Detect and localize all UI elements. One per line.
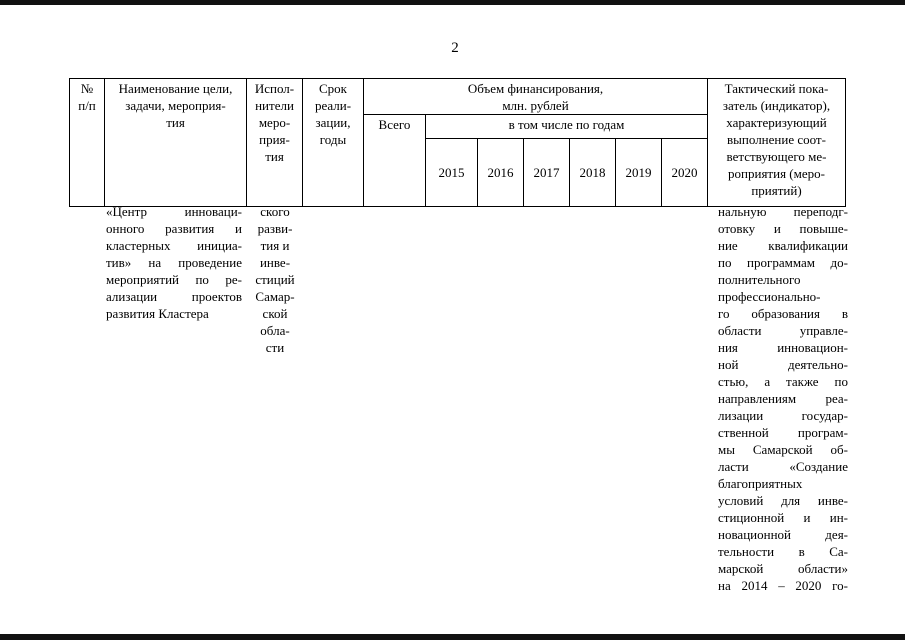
header-executor: Испол- нители меро- прия- тия: [247, 79, 303, 207]
header-number: № п/п: [70, 79, 105, 207]
indicator-line: ния инновацион-: [718, 340, 848, 355]
indicator-line: стиционной и ин-: [718, 510, 848, 525]
header-year-2017: 2017: [524, 139, 570, 207]
indicator-line: полнительного: [718, 272, 801, 287]
indicator-line: благоприятных: [718, 476, 803, 491]
header-year-2016: 2016: [478, 139, 524, 207]
header-funding: Объем финансирования, млн. рублей: [364, 79, 708, 115]
bottom-border-bar: [0, 634, 905, 640]
name-line: тив» на проведение: [106, 255, 242, 270]
header-total: Всего: [364, 115, 426, 207]
indicator-line: области управле-: [718, 323, 848, 338]
row-executor-text: ского разви- тия и инве- стиций Самар- ской обла- сти: [255, 204, 295, 355]
top-border-bar: [0, 0, 905, 5]
header-by-years: в том числе по годам: [426, 115, 708, 139]
indicator-line: профессионально-: [718, 289, 821, 304]
indicator-line: ной деятельно-: [718, 357, 848, 372]
indicator-line: на 2014 – 2020 го-: [718, 578, 848, 593]
indicator-line: ласти «Создание: [718, 459, 848, 474]
indicator-line: марской области»: [718, 561, 848, 576]
indicator-line: направлениям реа-: [718, 391, 848, 406]
name-line: развития Кластера: [106, 306, 209, 321]
name-line: мероприятий по ре-: [106, 272, 242, 287]
name-line: кластерных инициа-: [106, 238, 242, 253]
indicator-line: мы Самарской об-: [718, 442, 848, 457]
header-name: Наименование цели, задачи, мероприя- тия: [105, 79, 247, 207]
indicator-line: лизации государ-: [718, 408, 848, 423]
header-year-2015: 2015: [426, 139, 478, 207]
indicator-line: стью, а также по: [718, 374, 848, 389]
indicator-line: по программам до-: [718, 255, 848, 270]
indicator-line: тельности в Са-: [718, 544, 848, 559]
indicator-line: нальную переподг-: [718, 204, 848, 219]
name-line: «Центр инноваци-: [106, 204, 242, 219]
indicator-line: ние квалификации: [718, 238, 848, 253]
header-year-2020: 2020: [662, 139, 708, 207]
name-line: ализации проектов: [106, 289, 242, 304]
header-indicator: Тактический пока- затель (индикатор), характеризующий выполнение соот- ветствующего ме- роприятия (меро- приятий): [708, 79, 846, 207]
header-term: Срок реали- зации, годы: [303, 79, 364, 207]
indicator-line: го образования в: [718, 306, 848, 321]
row-indicator-text: [718, 203, 848, 594]
header-year-2019: 2019: [616, 139, 662, 207]
indicator-line: ственной програм-: [718, 425, 848, 440]
name-line: онного развития и: [106, 221, 242, 236]
indicator-line: новационной дея-: [718, 527, 848, 542]
program-table: [69, 78, 846, 207]
page-number: 2: [451, 40, 459, 56]
row-name-text: [106, 203, 242, 322]
indicator-line: условий для инве-: [718, 493, 848, 508]
header-year-2018: 2018: [570, 139, 616, 207]
indicator-line: отовку и повыше-: [718, 221, 848, 236]
